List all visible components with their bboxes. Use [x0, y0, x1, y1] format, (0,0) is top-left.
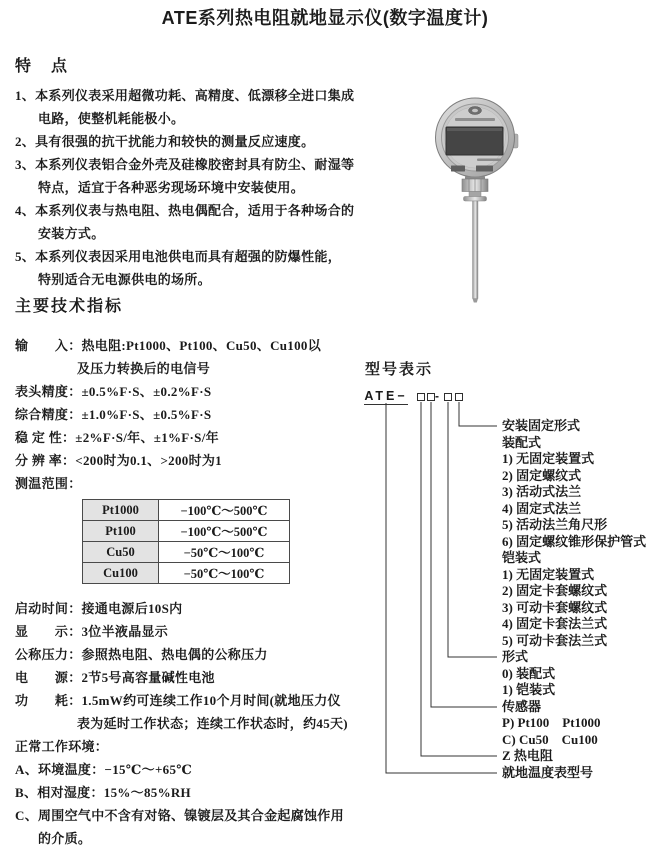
spec-line: 启动时间：接通电源后10S内 [15, 601, 183, 616]
model-label: 1) 铠装式 [502, 682, 556, 697]
sensor-cell: Pt100 [83, 521, 159, 542]
model-label: 安装固定形式 [502, 418, 581, 433]
model-code-box-3 [444, 393, 452, 401]
spec-line: 综合精度：±1.0%F·S、±0.5%F·S [15, 407, 212, 422]
spec-line: 功 耗：1.5mW约可连续工作10个月时间(就地压力仪 [15, 693, 341, 708]
table-row [83, 563, 290, 584]
feature-line: 4、本系列仪表与热电阻、热电偶配合，适用于各种场合的 [15, 203, 355, 218]
model-label: 2) 固定螺纹式 [502, 467, 582, 483]
table-row [83, 521, 290, 542]
model-label: 1) 无固定装置式 [502, 451, 595, 466]
spec-line: 正常工作环境： [15, 739, 109, 754]
specs-heading: 主要技术指标 [15, 298, 124, 315]
model-label: 5) 可动卡套法兰式 [502, 632, 608, 648]
feature-line: 特别适合无电源供电的场所。 [38, 272, 211, 287]
spec-line: A、环境温度：−15℃～+65℃ [15, 762, 193, 777]
face-label-left [451, 166, 465, 172]
model-label: 传感器 [502, 698, 542, 714]
model-labels [502, 418, 650, 781]
spec-line: 的介质。 [38, 831, 92, 846]
spec-line: 表为延时工作状态；连续工作状态时，约45天) [77, 716, 348, 731]
range-cell: −50℃～100℃ [159, 542, 290, 563]
range-cell: −100℃～500℃ [159, 521, 290, 542]
feature-line: 5、本系列仪表因采用电池供电而具有超强的防爆性能， [15, 249, 342, 264]
model-code-prefix: ATE− [364, 389, 408, 403]
sensor-cell: Pt1000 [83, 500, 159, 521]
feature-line: 1、本系列仪表采用超微功耗、高精度、低漂移全进口集成 [15, 88, 355, 103]
sensor-cell: Cu50 [83, 542, 159, 563]
model-code-box-1 [417, 393, 425, 401]
face-label-right [476, 166, 493, 172]
spec-line: 输 入：热电阻:Pt1000、Pt100、Cu50、Cu100以 [15, 338, 322, 353]
spec-line: 电 源：2节5号高容量碱性电池 [15, 670, 215, 685]
temperature-range-table [82, 499, 290, 584]
neck-ring [465, 177, 485, 180]
spec-line: C、周围空气中不含有对铬、镍镀层及其合金起腐蚀作用 [15, 808, 344, 823]
spec-line: 及压力转换后的电信号 [77, 361, 211, 376]
model-label: 0) 装配式 [502, 665, 556, 681]
sensor-cell: Cu100 [83, 563, 159, 584]
probe-stem [473, 201, 479, 299]
table-row [83, 542, 290, 563]
feature-line: 特点，适宜于各种恶劣现场环境中安装使用。 [38, 180, 305, 195]
brand-logo-inner [472, 109, 478, 113]
lcd-glare [447, 128, 502, 131]
model-label: 4) 固定卡套法兰式 [502, 616, 608, 631]
model-code-separator: - [435, 389, 439, 403]
spec-line: 稳 定 性：±2%F·S/年、±1%F·S/年 [15, 430, 219, 445]
model-label: 装配式 [502, 434, 542, 450]
features-heading: 特 点 [15, 58, 70, 75]
feature-line: 安装方式。 [38, 226, 105, 241]
feature-line: 电路，使整机耗能极小。 [38, 111, 185, 126]
stem-flange [464, 197, 487, 202]
thermometer-photo [413, 90, 543, 305]
model-label: 6) 固定螺纹锥形保护管式 [502, 533, 647, 549]
table-row [83, 500, 290, 521]
stem-neck [469, 192, 481, 197]
model-label: C) Cu50 Cu100 [502, 731, 598, 747]
model-code-box-4 [455, 393, 463, 401]
model-label: 2) 固定卡套螺纹式 [502, 583, 608, 598]
feature-line: 3、本系列仪表铝合金外壳及硅橡胶密封具有防尘、耐湿等 [15, 157, 355, 172]
feature-line: 2、具有很强的抗干扰能力和较快的测量反应速度。 [15, 134, 315, 149]
spec-line: 显 示：3位半液晶显示 [15, 624, 169, 639]
model-label: 1) 无固定装置式 [502, 566, 595, 582]
model-label: 就地温度表型号 [502, 764, 594, 780]
model-label: 4) 固定式法兰 [502, 500, 582, 516]
model-label: 5) 活动法兰角尺形 [502, 517, 608, 532]
model-label: 铠装式 [502, 550, 542, 565]
model-label: 形式 [502, 649, 529, 664]
spec-line: B、相对湿度：15%～85%RH [15, 785, 191, 800]
faceplate-text-line [455, 118, 495, 121]
thermometer-illustration [413, 90, 543, 305]
model-label: 3) 活动式法兰 [502, 484, 582, 499]
range-cell: −50℃～100℃ [159, 563, 290, 584]
left-column [15, 57, 367, 850]
spec-line: 公称压力：参照热电阻、热电偶的公称压力 [15, 647, 268, 662]
spec-line: 分 辨 率：<200时为0.1、>200时为1 [15, 453, 222, 468]
model-label: Z 热电阻 [502, 748, 553, 763]
lcd-display [446, 127, 503, 155]
model-code-box-2 [427, 393, 435, 401]
model-heading: 型号表示 [365, 361, 434, 378]
spec-line: 表头精度：±0.5%F·S、±0.2%F·S [15, 384, 212, 399]
range-cell: −100℃～500℃ [159, 500, 290, 521]
model-designation-section [362, 358, 650, 828]
spec-line: 测温范围： [15, 476, 82, 491]
page-title: ATE系列热电阻就地显示仪(数字温度计) [161, 8, 489, 28]
probe-tip [473, 299, 479, 303]
model-label: 3) 可动卡套螺纹式 [502, 599, 608, 615]
model-text-line [477, 159, 501, 162]
model-label: P) Pt100 Pt1000 [502, 715, 601, 730]
